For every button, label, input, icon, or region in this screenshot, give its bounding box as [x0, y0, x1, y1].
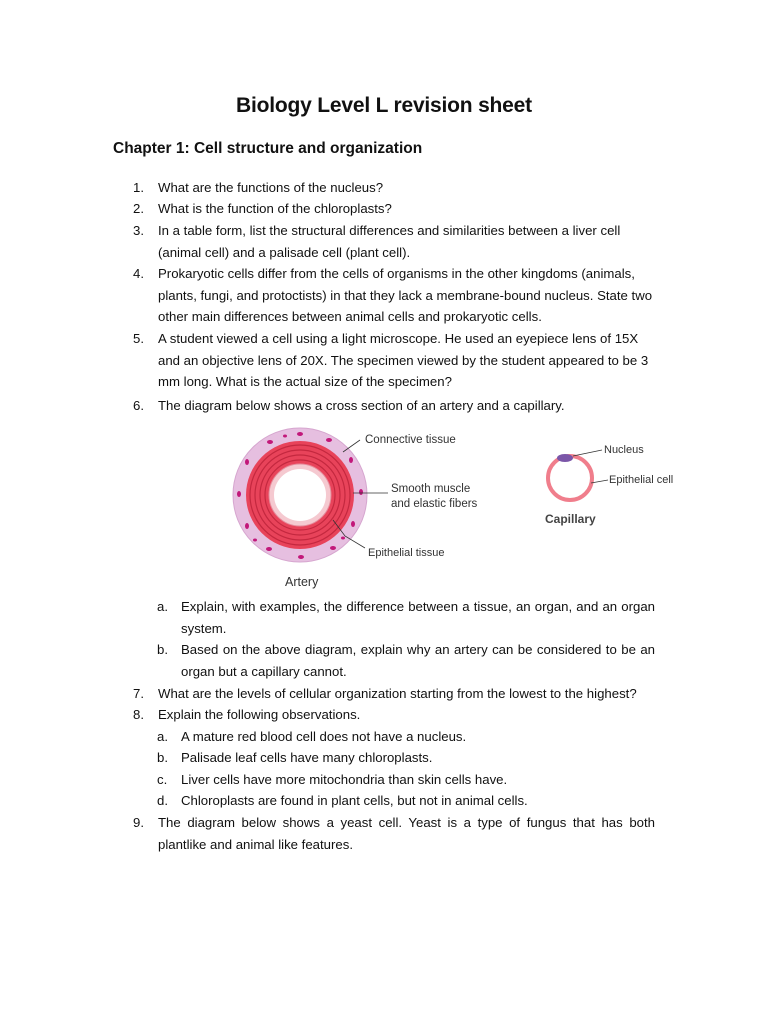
sub-item-text: A mature red blood cell does not have a nucleus. — [181, 729, 467, 744]
question-text: What are the functions of the nucleus? — [158, 180, 384, 195]
question-number: 8. — [133, 707, 144, 722]
q6-sub-b — [157, 639, 655, 682]
question-5 — [133, 328, 655, 393]
capillary-wall — [548, 456, 592, 500]
sub-item-text: Chloroplasts are found in plant cells, but not in animal cells. — [181, 793, 528, 808]
sub-item-letter: b. — [157, 642, 168, 657]
question-number: 6. — [133, 398, 144, 413]
sub-item-text: Based on the above diagram, explain why an artery can be considered to be an organ but a capillary cannot. — [181, 642, 655, 679]
label-epithelial-cell: Epithelial cell — [609, 474, 674, 486]
label-smooth-muscle: Smooth muscle — [391, 483, 471, 495]
question-7 — [133, 683, 655, 705]
question-8 — [133, 704, 655, 726]
capillary-nucleus — [557, 454, 573, 462]
question-number: 4. — [133, 266, 144, 281]
sub-item-text: Palisade leaf cells have many chloroplasts. — [181, 750, 433, 765]
artery-cross-section — [233, 428, 367, 562]
question-text: A student viewed a cell using a light microscope. He used an eyepiece lens of 15X and an objective lens of 20X. The specimen viewed by the student appeared to be 3 mm long. What is the actual size of the specimen? — [158, 331, 649, 389]
question-text: The diagram below shows a cross section of an artery and a capillary. — [158, 398, 565, 413]
label-capillary: Capillary — [545, 512, 596, 526]
sub-item-letter: c. — [157, 772, 168, 787]
page-title: Biology Level L revision sheet — [236, 94, 532, 117]
question-text: The diagram below shows a yeast cell. Yeast is a type of fungus that has both plantlike and animal like features. — [158, 815, 655, 852]
label-connective-tissue: Connective tissue — [365, 434, 456, 446]
question-number: 1. — [133, 180, 144, 195]
question-number: 7. — [133, 686, 144, 701]
artery-lumen — [274, 469, 326, 521]
question-6 — [133, 395, 655, 417]
question-number: 9. — [133, 815, 144, 830]
question-3 — [133, 220, 655, 263]
q6-sub-a — [157, 596, 655, 639]
question-4 — [133, 263, 655, 328]
question-number: 3. — [133, 223, 144, 238]
question-number: 2. — [133, 201, 144, 216]
sub-item-letter: b. — [157, 750, 168, 765]
sub-item-letter: d. — [157, 793, 168, 808]
q8-sub-d — [157, 790, 655, 812]
q8-sub-c — [157, 769, 655, 791]
chapter-heading: Chapter 1: Cell structure and organization — [113, 140, 423, 157]
question-text: Prokaryotic cells differ from the cells of organisms in the other kingdoms (animals, plants, fungi, and protoctists) in that they lack a membrane-bound nucleus. State two other main differences between animal cells and prokaryotic cells. — [158, 266, 653, 324]
label-epithelial-tissue: Epithelial tissue — [368, 547, 445, 559]
capillary-cross-section — [548, 454, 592, 500]
label-nucleus: Nucleus — [604, 444, 644, 456]
question-1 — [133, 177, 655, 199]
question-9 — [133, 812, 655, 855]
q8-sub-b — [157, 747, 655, 769]
q8-sub-a — [157, 726, 655, 748]
question-text: In a table form, list the structural differences and similarities between a liver cell (animal cell) and a palisade cell (plant cell). — [158, 223, 621, 260]
sub-item-letter: a. — [157, 729, 168, 744]
question-text: What are the levels of cellular organization starting from the lowest to the highest? — [158, 686, 637, 701]
label-artery: Artery — [285, 575, 319, 589]
sub-item-text: Liver cells have more mitochondria than skin cells have. — [181, 772, 508, 787]
sub-item-letter: a. — [157, 599, 168, 614]
label-elastic-fibers: and elastic fibers — [391, 498, 478, 510]
question-2 — [133, 198, 655, 220]
question-text: Explain the following observations. — [158, 707, 361, 722]
artery-capillary-diagram — [225, 420, 680, 592]
question-number: 5. — [133, 331, 144, 346]
question-text: What is the function of the chloroplasts? — [158, 201, 392, 216]
sub-item-text: Explain, with examples, the difference between a tissue, an organ, and an organ system. — [181, 599, 655, 636]
